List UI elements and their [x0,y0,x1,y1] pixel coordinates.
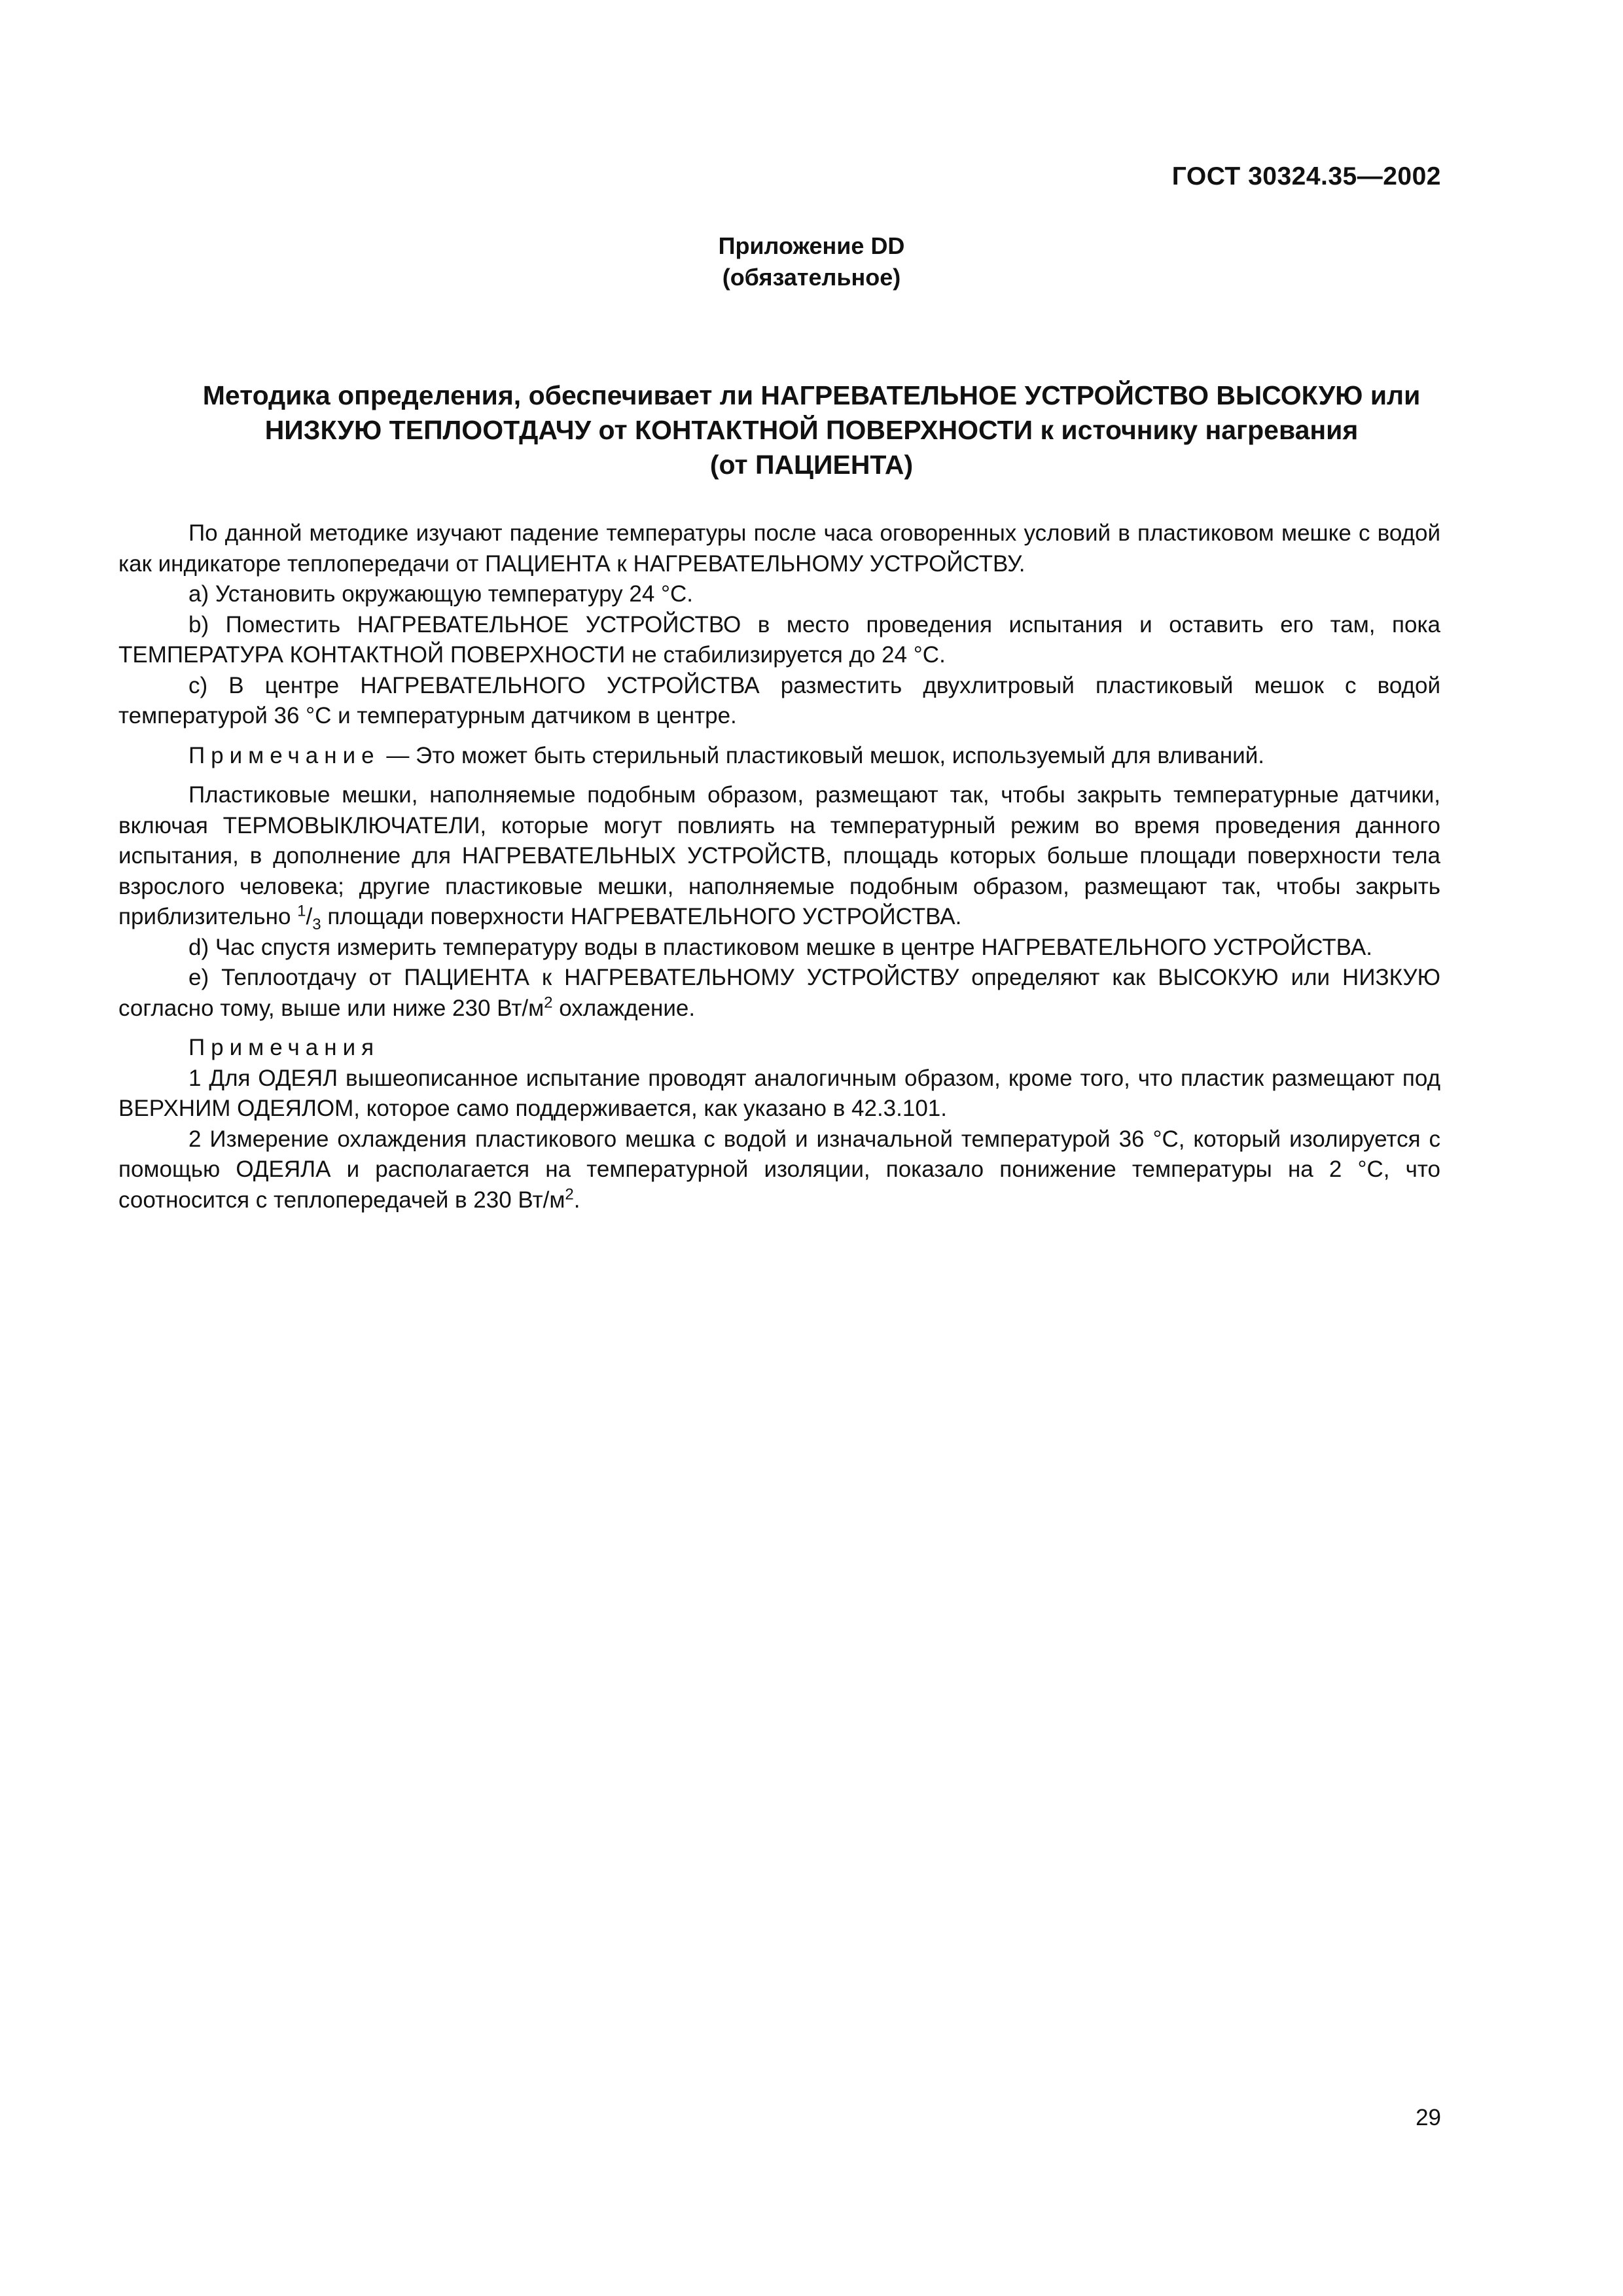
step-e-superscript: 2 [544,993,553,1011]
step-e [118,963,1440,1024]
notes-label-paragraph [118,1033,1440,1064]
appendix-status: (обязательное) [722,264,901,291]
note-text: — Это может быть стерильный пластиковый мешок, используемый для вливаний. [380,742,1264,768]
page-number: 29 [1416,2105,1441,2130]
notes-label: Примечания [188,1035,380,1060]
bags-text-part-1: Пластиковые мешки, наполняемые подобным образом, размещают так, чтобы закрыть температурные датчики, включая ТЕРМОВЫКЛЮЧАТЕЛИ, которые могут повлиять на температурный режим во время проведения данного испытания, в дополнение для НАГРЕВАТЕЛЬНЫХ УСТРОЙСТВ, площадь которых больше площади поверхности тела взрослого человека; другие пластиковые мешки, наполняемые подобным образом, размещают так, чтобы закрыть приблизительно [118,782,1440,929]
step-b: b) Поместить НАГРЕВАТЕЛЬНОЕ УСТРОЙСТВО в место проведения испытания и оставить его там, пока ТЕМПЕРАТУРА КОНТАКТНОЙ ПОВЕРХНОСТИ не стабилизируется до 24 °С. [118,611,1440,668]
appendix-heading [0,230,1623,293]
note-2-text-part-2: . [573,1187,580,1213]
body-text [118,518,1440,1215]
fraction-separator: / [306,904,313,929]
note-paragraph [118,741,1440,772]
note-label: Примечание [188,742,380,768]
note-2 [118,1124,1440,1216]
intro-paragraph: По данной методике изучают падение температуры после часа оговоренных условий в пластиковом мешке с водой как индикаторе теплопередачи от ПАЦИЕНТА к НАГРЕВАТЕЛЬНОМУ УСТРОЙСТВУ. [118,520,1440,577]
document-code: ГОСТ 30324.35—2002 [1171,162,1441,190]
fraction-numerator: 1 [297,902,306,920]
title-line-2: НИЗКУЮ ТЕПЛООТДАЧУ от КОНТАКТНОЙ ПОВЕРХНОСТИ к источнику нагревания [264,415,1359,445]
section-title [131,378,1492,482]
title-line-1: Методика определения, обеспечивает ли НАГРЕВАТЕЛЬНОЕ УСТРОЙСТВО ВЫСОКУЮ или [202,380,1421,410]
note-2-text-part-1: 2 Измерение охлаждения пластикового мешка с водой и изначальной температурой 36 °С, который изолируется с помощью ОДЕЯЛА и располагается на температурной изоляции, показало понижение температуры на 2 °С, что соотносится с теплопередачей в 230 Вт/м [118,1126,1440,1213]
step-a: а) Установить окружающую температуру 24 °С. [188,581,694,607]
note-1: 1 Для ОДЕЯЛ вышеописанное испытание проводят аналогичным образом, кроме того, что пластик размещают под ВЕРХНИМ ОДЕЯЛОМ, которое само поддерживается, как указано в 42.3.101. [118,1065,1440,1121]
appendix-label: Приложение DD [718,232,905,259]
note-2-superscript: 2 [565,1185,574,1203]
step-c: с) В центре НАГРЕВАТЕЛЬНОГО УСТРОЙСТВА разместить двухлитровый пластиковый мешок с водой температурой 36 °С и температурным датчиком в центре. [118,672,1440,728]
step-e-text-part-1: е) Теплоотдачу от ПАЦИЕНТА к НАГРЕВАТЕЛЬНОМУ УСТРОЙСТВУ определяют как ВЫСОКУЮ или НИЗКУЮ согласно тому, выше или ниже 230 Вт/м [118,965,1440,1021]
step-e-text-part-2: охлаждение. [552,995,696,1021]
title-line-3: (от ПАЦИЕНТА) [709,450,914,480]
step-d: d) Час спустя измерить температуру воды в пластиковом мешке в центре НАГРЕВАТЕЛЬНОГО УСТРОЙСТВА. [188,934,1372,960]
fraction-denominator: 3 [312,916,321,933]
bags-paragraph [118,780,1440,933]
bags-text-part-2: площади поверхности НАГРЕВАТЕЛЬНОГО УСТРОЙСТВА. [321,904,962,929]
